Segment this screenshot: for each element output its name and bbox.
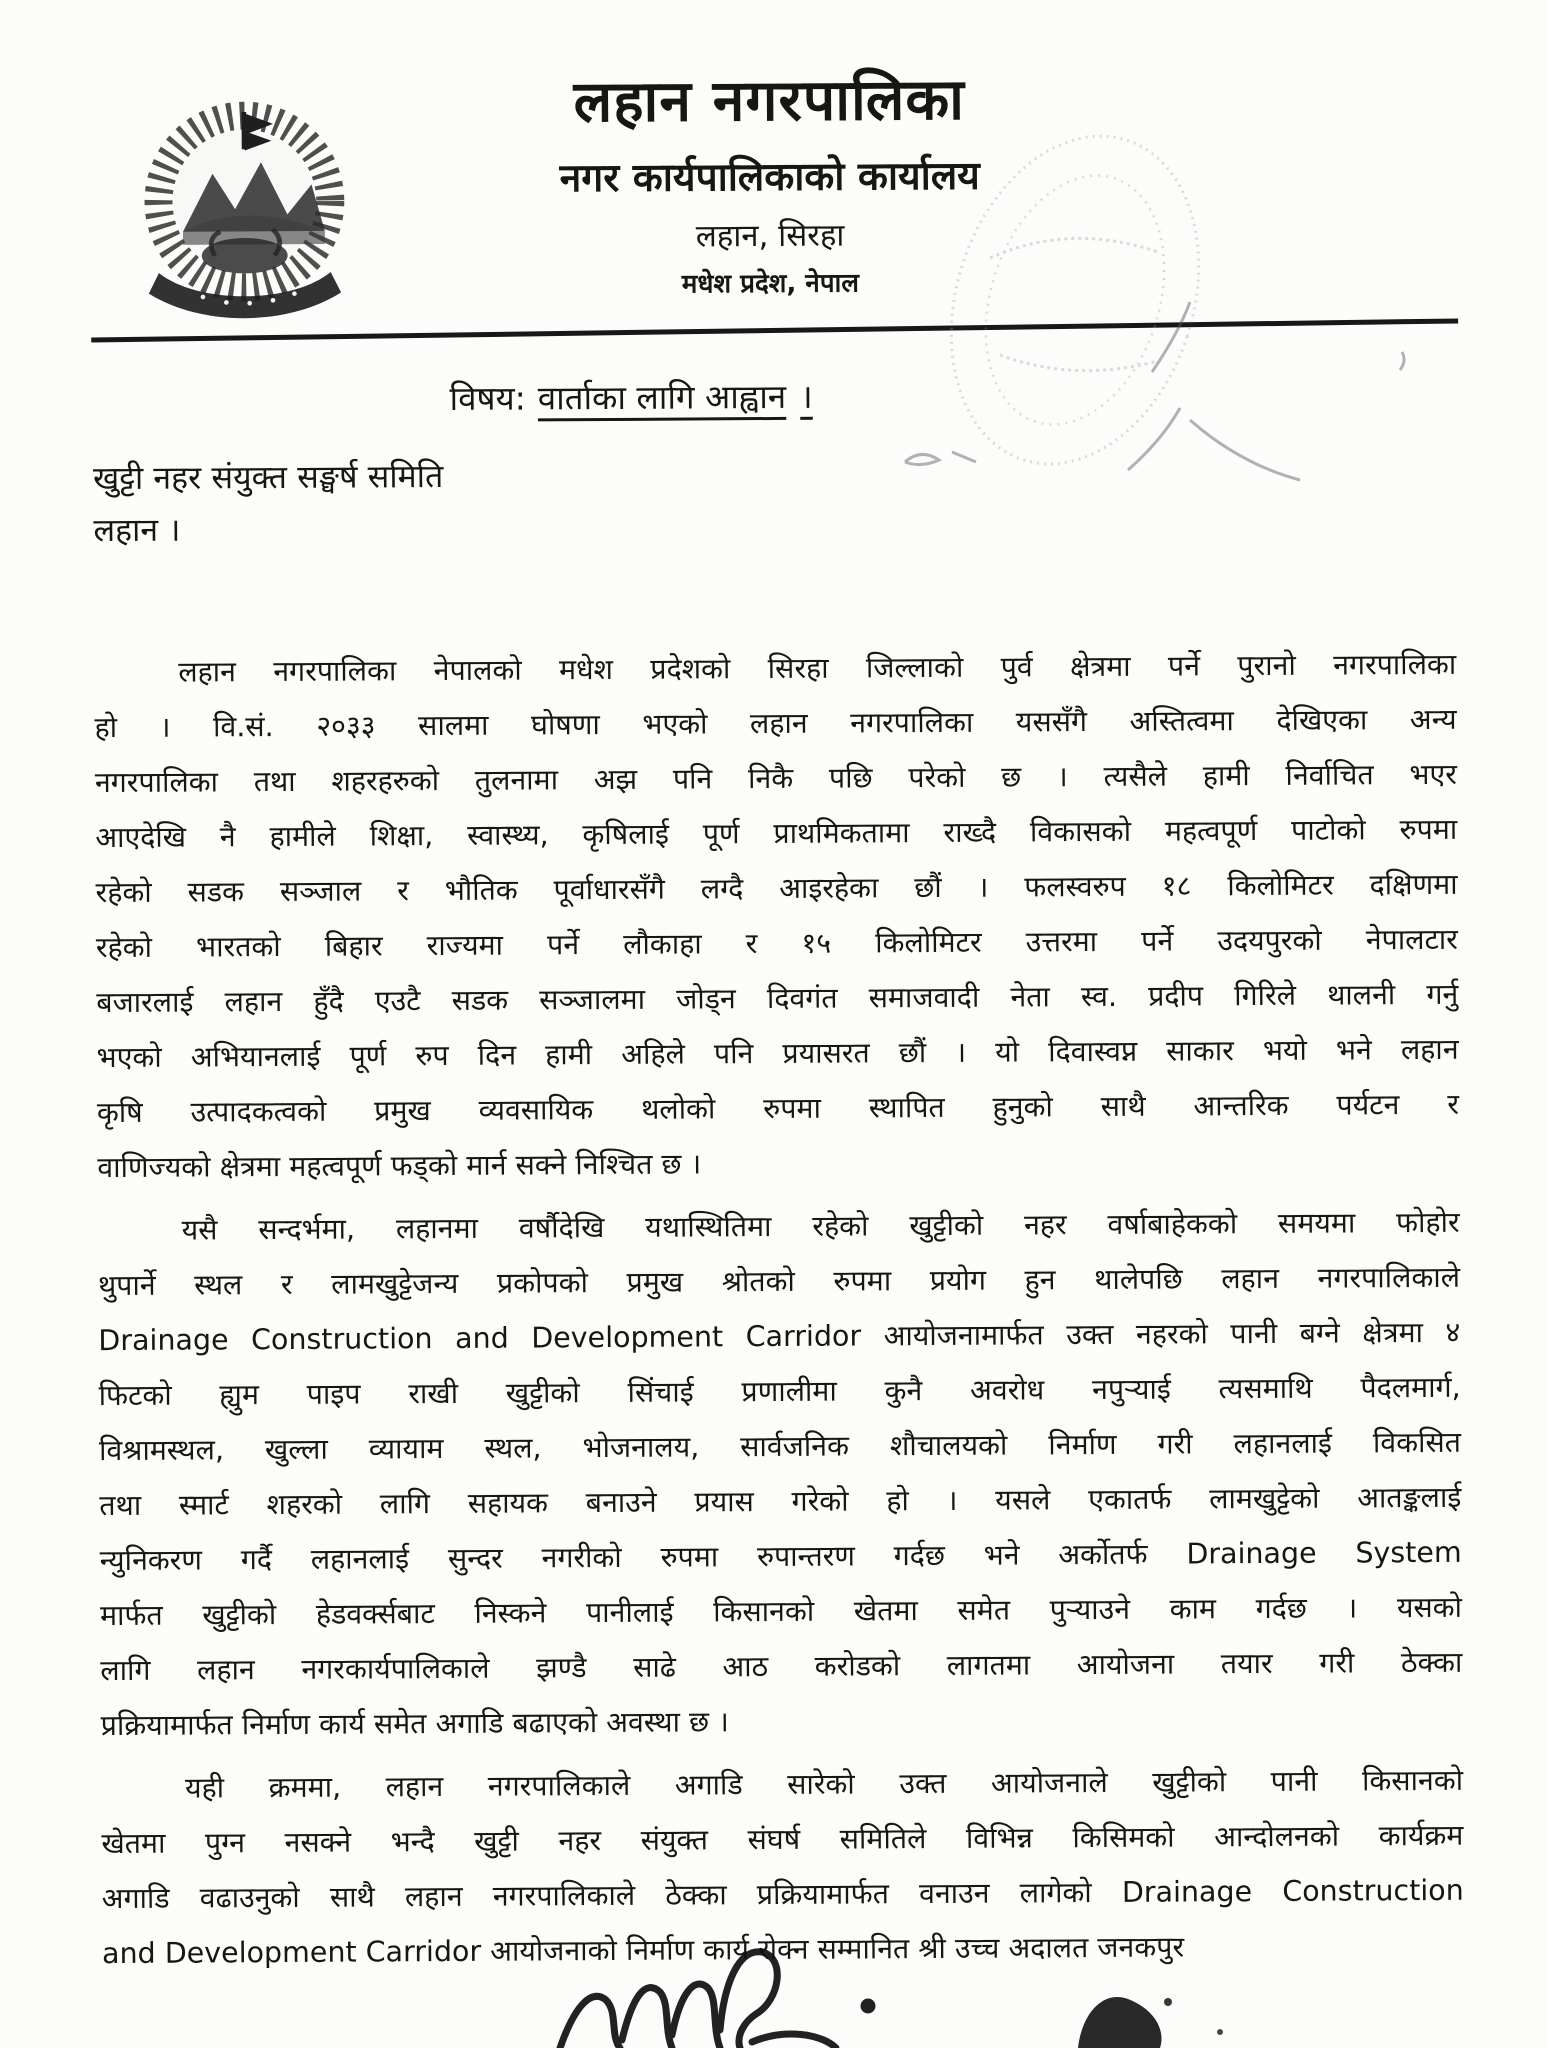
body-line: लहान नगरपालिका नेपालको मधेश प्रदेशको सिरहा जिल्लाको पुर्व क्षेत्रमा पर्ने पुरानो नगरपालिका: [178, 648, 1457, 689]
body-line: यसै सन्दर्भमा, लहानमा वर्षौदेखि यथास्थितिमा रहेको खुट्टीको नहर वर्षाबाहेकको समयमा फोहोर: [181, 1206, 1460, 1247]
body-line: लागि लहान नगरकार्यपालिकाले झण्डै साढे आठ करोडको लागतमा आयोजना तयार गरी ठेक्का: [100, 1646, 1463, 1688]
body-line: हो । वि.सं. २०३३ सालमा घोषणा भएको लहान नगरपालिका यससँगै अस्तित्वमा देखिएका अन्य: [94, 703, 1457, 745]
body-line: आएदेखि नै हामीले शिक्षा, स्वास्थ्य, कृषिलाई पूर्ण प्राथमिकतामा राख्दै विकासको महत्वपूर्ण पाटोको रुपमा: [95, 813, 1458, 855]
body-line: खेतमा पुग्न नसक्ने भन्दै खुट्टी नहर संयुक्त संघर्ष समितिले विभिन्न किसिमको आन्दोलनको कार्यक्रम: [101, 1819, 1464, 1861]
ink-blot-icon: [1078, 1997, 1223, 2048]
body-line: न्युनिकरण गर्दै लहानलाई सुन्दर नगरीको रुपमा रुपान्तरण गर्दछ भने अर्कोतर्फ Drainage System: [99, 1536, 1462, 1578]
paragraph: [94, 637, 1459, 1195]
body-line: यही क्रममा, लहान नगरपालिकाले अगाडि सारेको उक्त आयोजनाले खुट्टीको पानी किसानको: [184, 1764, 1464, 1805]
body-line: बजारलाई लहान हुँदै एउटै सडक सञ्जालमा जोड्न दिवगंत समाजवादी नेता स्व. प्रदीप गिरिले थालनी गर्नु: [96, 978, 1459, 1020]
subject-prefix: विषय:: [449, 378, 526, 418]
letterhead: [0, 0, 1544, 304]
body-paragraphs: [94, 637, 1464, 1981]
paragraph: [101, 1753, 1464, 1981]
paragraph: [98, 1195, 1463, 1753]
province-line: मधेश प्रदेश, नेपाल: [681, 268, 860, 300]
address-line: लहान, सिरहा: [695, 217, 845, 255]
body-line: नगरपालिका तथा शहरहरुको तुलनामा अझ पनि निकै पछि परेको छ । त्यसैले हामी निर्वाचित भएर: [94, 758, 1458, 800]
addressee-name: खुट्टी नहर संयुक्त सङ्घर्ष समिति: [92, 456, 444, 497]
subject-text: वार्ताका लागि आह्वान: [537, 376, 787, 418]
body-line: भएको अभियानलाई पूर्ण रुप दिन हामी अहिले पनि प्रयासरत छौं । यो दिवास्वप्न साकार भयो भने लहान: [96, 1033, 1459, 1075]
body-line: रहेको सडक सञ्जाल र भौतिक पूर्वाधारसँगै लग्दै आइरहेका छौं । फलस्वरुप १८ किलोमिटर दक्षिणमा: [95, 868, 1458, 910]
subject-terminator: ।: [800, 376, 813, 416]
body-line: Drainage Construction and Development Carridor आयोजनामार्फत उक्त नहरको पानी बग्ने क्षेत्रमा ४: [98, 1316, 1461, 1358]
body-line: प्रक्रियामार्फत निर्माण कार्य समेत अगाडि बढाएको अवस्था छ ।: [100, 1705, 729, 1743]
addressee-place: लहान ।: [93, 511, 181, 550]
body-line: तथा स्मार्ट शहरको लागि सहायक बनाउने प्रयास गरेको हो । यसले एकातर्फ लामखुट्टेको आतङ्कलाई: [99, 1481, 1462, 1523]
body-line: वाणिज्यको क्षेत्रमा महत्वपूर्ण फड्को मार्न सक्ने निश्चित छ ।: [97, 1147, 702, 1185]
subject-line: [0, 368, 1545, 422]
body-line: विश्रामस्थल, खुल्ला व्यायाम स्थल, भोजनालय, सार्वजनिक शौचालयको निर्माण गरी लहानलाई विकसित: [98, 1426, 1462, 1468]
body-line: फिटको ह्युम पाइप राखी खुट्टीको सिंचाई प्रणालीमा कुनै अवरोध नपुऱ्याई त्यसमाथि पैदलमार्ग,: [98, 1371, 1461, 1413]
municipal-emblem-icon: [104, 76, 386, 336]
municipality-name: लहान नगरपालिका: [573, 66, 966, 136]
addressee-block: [0, 443, 1546, 558]
body-line: रहेको भारतको बिहार राज्यमा पर्ने लौकाहा र १५ किलोमिटर उत्तरमा पर्ने उदयपुरको नेपालटार: [95, 923, 1459, 965]
body-line: कृषि उत्पादकत्वको प्रमुख व्यवसायिक थलोको रुपमा स्थापित हुनुको साथै आन्तरिक पर्यटन र: [96, 1088, 1460, 1130]
body-line: अगाडि वढाउनुको साथै लहान नगरपालिकाले ठेक्का प्रक्रियामार्फत वनाउन लागेको Drainage Construction: [101, 1874, 1464, 1916]
body-line: थुपार्ने स्थल र लामखुट्टेजन्य प्रकोपको प्रमुख श्रोतको रुपमा प्रयोग हुन थालेपछि लहान नगरपालिकाले: [97, 1261, 1461, 1303]
body-line: and Development Carridor आयोजनाको निर्माण कार्य रोक्न सम्मानित श्री उच्च अदालत जनकपुर: [101, 1930, 1185, 1971]
body-line: मार्फत खुट्टीको हेडवर्क्सबाट निस्कने पानीलाई किसानको खेतमा समेत पुऱ्याउने काम गर्दछ । यसको: [99, 1591, 1463, 1633]
office-name: नगर कार्यपालिकाको कार्यालय: [559, 153, 980, 201]
